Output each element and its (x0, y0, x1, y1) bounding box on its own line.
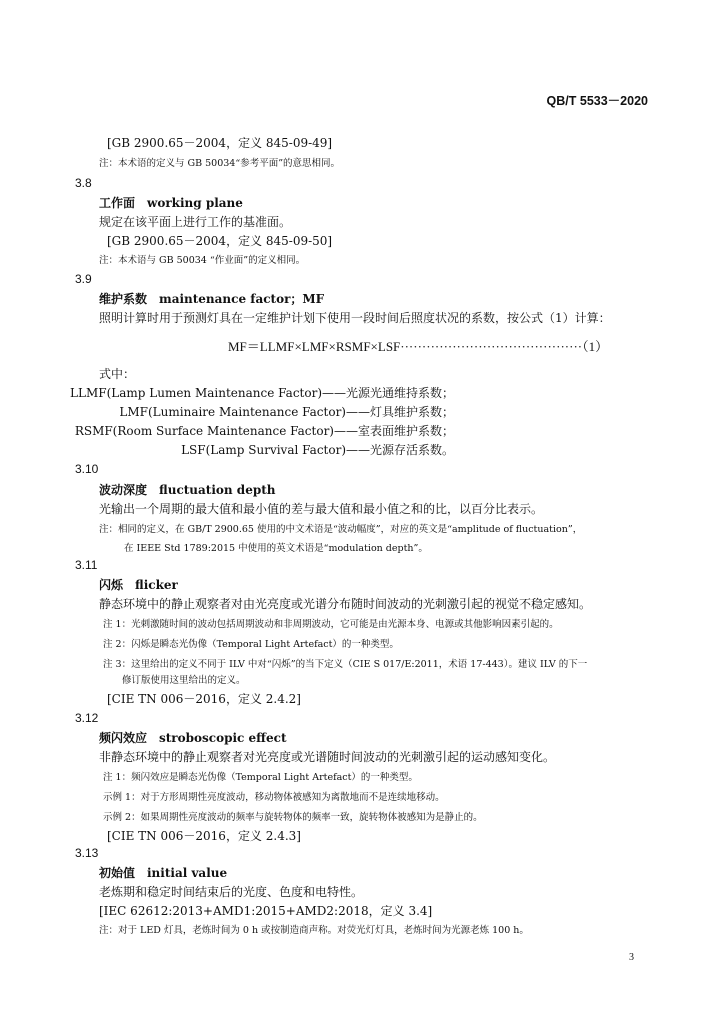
source-reference: [GB 2900.65－2004，定义 845-09-50] (107, 234, 333, 248)
section-number: 3.9 (75, 272, 92, 286)
term-heading: 维护系数 maintenance factor；MF (99, 292, 325, 306)
definition: 静态环境中的静止观察者对由光亮度或光谱分布随时间波动的光刺激引起的视觉不稳定感知。 (99, 597, 592, 611)
example: 示例 2：如果周期性亮度波动的频率与旋转物体的频率一致，旋转物体被感知为是静止的。 (103, 812, 483, 823)
where-label: 式中： (99, 367, 136, 381)
standard-code: QB/T 5533－2020 (546, 94, 648, 108)
term-heading: 工作面 working plane (99, 196, 243, 210)
symbol-definition: LLMF(Lamp Lumen Maintenance Factor)——光源光通维持系数； (70, 386, 454, 400)
definition: 非静态环境中的静止观察者对光亮度或光谱随时间波动的光刺激引起的运动感知变化。 (99, 750, 556, 764)
term-heading: 初始值 initial value (99, 866, 228, 880)
source-reference: [GB 2900.65－2004，定义 845-09-49] (107, 136, 333, 150)
term-heading: 闪烁 flicker (99, 578, 178, 592)
symbol-definition: LSF(Lamp Survival Factor)——光源存活系数。 (181, 443, 454, 457)
note: 注 3：这里给出的定义不同于 ILV 中对“闪烁”的当下定义（CIE S 017/E:2011，术语 17-443）。建议 ILV 的下一 (103, 659, 588, 670)
definition: 老炼期和稳定时间结束后的光度、色度和电特性。 (99, 885, 364, 899)
note: 注：相同的定义，在 GB/T 2900.65 使用的中文术语是“波动幅度”，对应的英文是“amplitude of fluctuation”， (99, 524, 583, 535)
definition: 照明计算时用于预测灯具在一定维护计划下使用一段时间后照度状况的系数，按公式（1）计算： (99, 311, 611, 325)
section-number: 3.11 (75, 558, 98, 572)
note-continuation: 在 IEEE Std 1789:2015 中使用的英文术语是“modulation depth”。 (124, 543, 428, 554)
section-number: 3.8 (75, 176, 92, 190)
source-reference: [CIE TN 006－2016，定义 2.4.3] (107, 829, 301, 843)
term-heading: 频闪效应 stroboscopic effect (99, 731, 287, 745)
formula: MF＝LLMF×LMF×RSMF×LSF··········································（1） (228, 339, 609, 354)
source-reference: [CIE TN 006－2016，定义 2.4.2] (107, 692, 301, 706)
definition: 规定在该平面上进行工作的基准面。 (99, 215, 292, 229)
note: 注：本术语与 GB 50034 “作业面”的定义相同。 (99, 255, 306, 266)
example: 示例 1：对于方形周期性亮度波动，移动物体被感知为离散地而不是连续地移动。 (103, 792, 445, 803)
page-number: 3 (629, 952, 634, 963)
symbol-definition: LMF(Luminaire Maintenance Factor)——灯具维护系数； (119, 405, 454, 419)
note: 注 1：光刺激随时间的波动包括周期波动和非周期波动，它可能是由光源本身、电源或其他影响因素引起的。 (103, 619, 559, 630)
source-reference: [IEC 62612:2013+AMD1:2015+AMD2:2018，定义 3.4] (99, 904, 433, 918)
note: 注 1：频闪效应是瞬态光伪像（Temporal Light Artefact）的一种类型。 (103, 772, 418, 783)
symbol-definition: RSMF(Room Surface Maintenance Factor)——室表面维护系数； (74, 424, 454, 438)
note: 注：对于 LED 灯具，老炼时间为 0 h 或按制造商声称。对荧光灯灯具，老炼时间为光源老炼 100 h。 (99, 925, 529, 936)
section-number: 3.13 (75, 846, 99, 860)
definition: 光输出一个周期的最大值和最小值的差与最大值和最小值之和的比，以百分比表示。 (99, 502, 544, 516)
note: 注 2：闪烁是瞬态光伪像（Temporal Light Artefact）的一种类型。 (103, 639, 399, 650)
section-number: 3.10 (75, 462, 99, 476)
term-heading: 波动深度 fluctuation depth (99, 483, 276, 497)
note: 注：本术语的定义与 GB 50034“参考平面”的意思相同。 (99, 158, 341, 169)
section-number: 3.12 (75, 711, 99, 725)
note-continuation: 修订版使用这里给出的定义。 (122, 675, 246, 686)
